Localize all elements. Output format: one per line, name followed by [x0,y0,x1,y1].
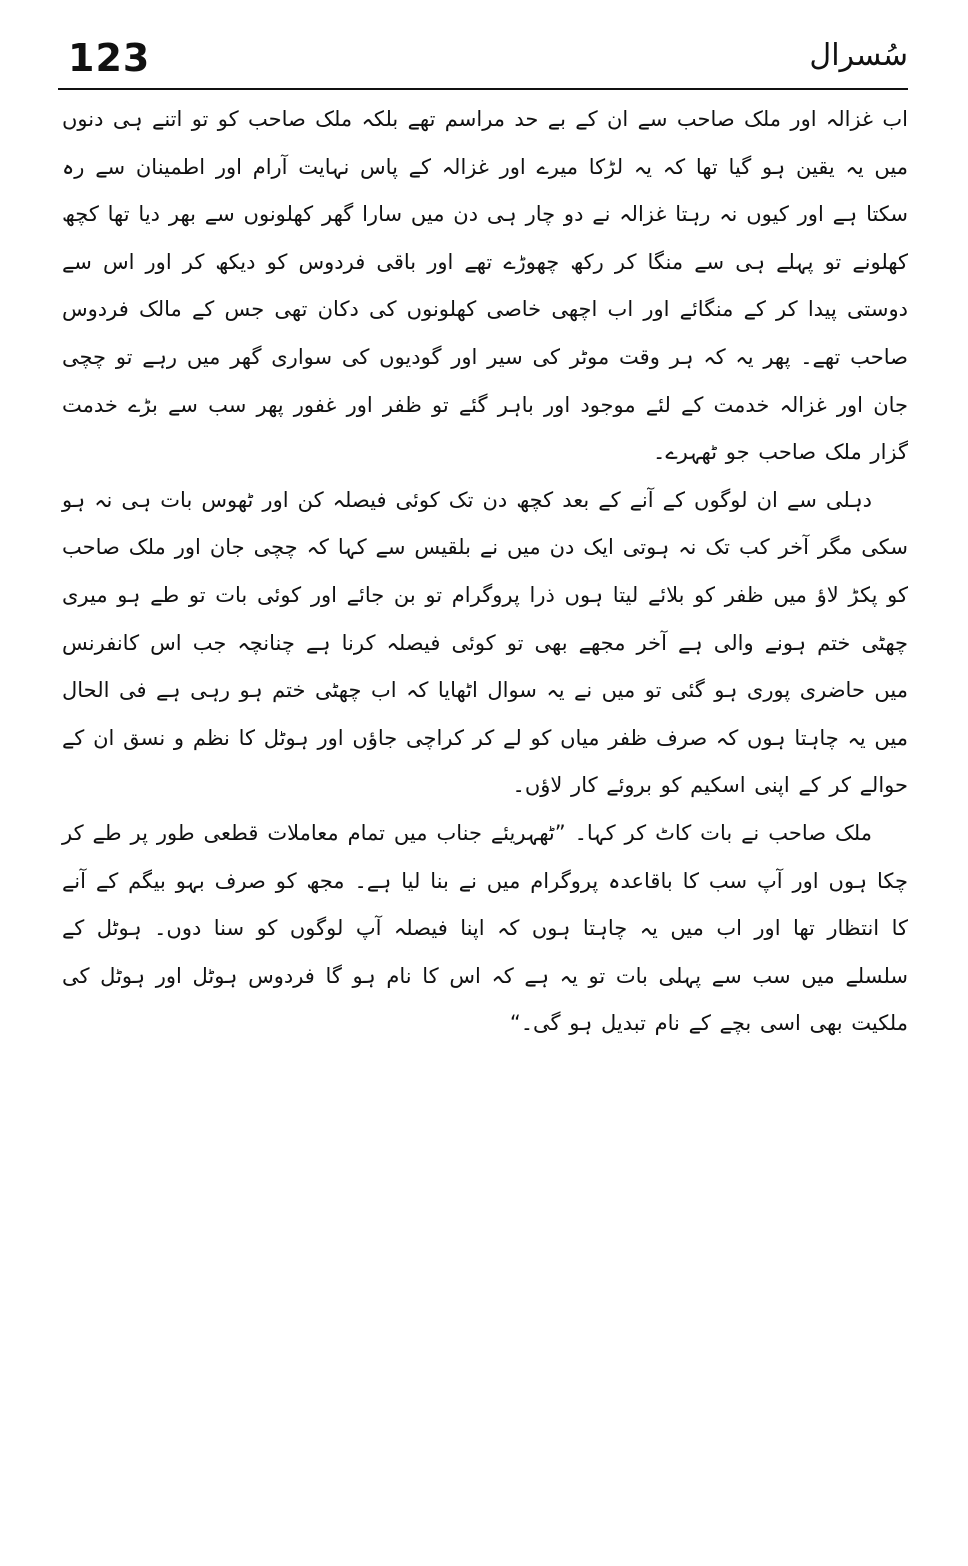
running-title: سُسرال [809,38,908,73]
paragraph-2: دہلی سے ان لوگوں کے آنے کے بعد کچھ دن تک کوئی فیصلہ کن اور ٹھوس بات ہی نہ ہو سکی مگر آخر کب تک نہ ہوتی ایک دن میں نے بلقیس سے کہا کہ چچی جان اور ملک صاحب کو پکڑ لاؤ میں ظفر کو بلائے لیتا ہوں ذرا پروگرام تو بن جائے اور کوئی بات تو طے ہو میری چھٹی ختم ہونے والی ہے آخر مجھے بھی تو کوئی فیصلہ کرنا ہے چنانچہ جب اس کانفرنس میں حاضری پوری ہو گئی تو میں نے یہ سوال اٹھایا کہ اب چھٹی ختم ہو رہی ہے فی الحال میں یہ چاہتا ہوں کہ صرف ظفر میاں کو لے کر کراچی جاؤں اور ہوٹل کا نظم و نسق ان کے حوالے کر کے اپنی اسکیم کو بروئے کار لاؤں۔ [62,487,908,798]
header-rule [58,88,908,90]
page-header [58,30,908,94]
paragraph-3: ملک صاحب نے بات کاٹ کر کہا۔ ”ٹھہریئے جناب میں تمام معاملات قطعی طور پر طے کر چکا ہوں اور آپ سب کا باقاعدہ پروگرام میں نے بنا لیا ہے۔ مجھ کو صرف بہو بیگم کے آنے کا انتظار تھا اور اب میں یہ چاہتا ہوں کہ اپنا فیصلہ آپ لوگوں کو سنا دوں۔ ہوٹل کے سلسلے میں سب سے پہلی بات تو یہ ہے کہ اس کا نام ہو گا فردوس ہوٹل اور ہوٹل کی ملکیت بھی اسی بچے کے نام تبدیل ہو گی۔“ [62,820,908,1036]
page-number: 123 [68,36,151,80]
paragraph-1: اب غزالہ اور ملک صاحب سے ان کے بے حد مراسم تھے بلکہ ملک صاحب کو تو اتنے ہی دنوں میں یہ یقین ہو گیا تھا کہ یہ لڑکا میرے اور غزالہ کے پاس نہایت آرام اور اطمینان سے رہ سکتا ہے اور کیوں نہ رہتا غزالہ نے دو چار ہی دن میں سارا گھر کھلونوں سے بھر دیا تھا کچھ کھلونے تو پہلے ہی سے منگا کر رکھ چھوڑے تھے اور باقی فردوس کو دیکھ کر اور اس سے دوستی پیدا کر کے منگائے اور اب اچھی خاصی کھلونوں کی دکان تھی جس کے مالک فردوس صاحب تھے۔ پھر یہ کہ ہر وقت موٹر کی سیر اور گودیوں کی سواری گھر میں رہے تو چچی جان اور غزالہ خدمت کے لئے موجود اور باہر گئے تو ظفر اور غفور پھر سب سے بڑے خدمت گزار ملک صاحب جو ٹھہرے۔ [62,107,908,465]
page-body [62,96,908,1048]
